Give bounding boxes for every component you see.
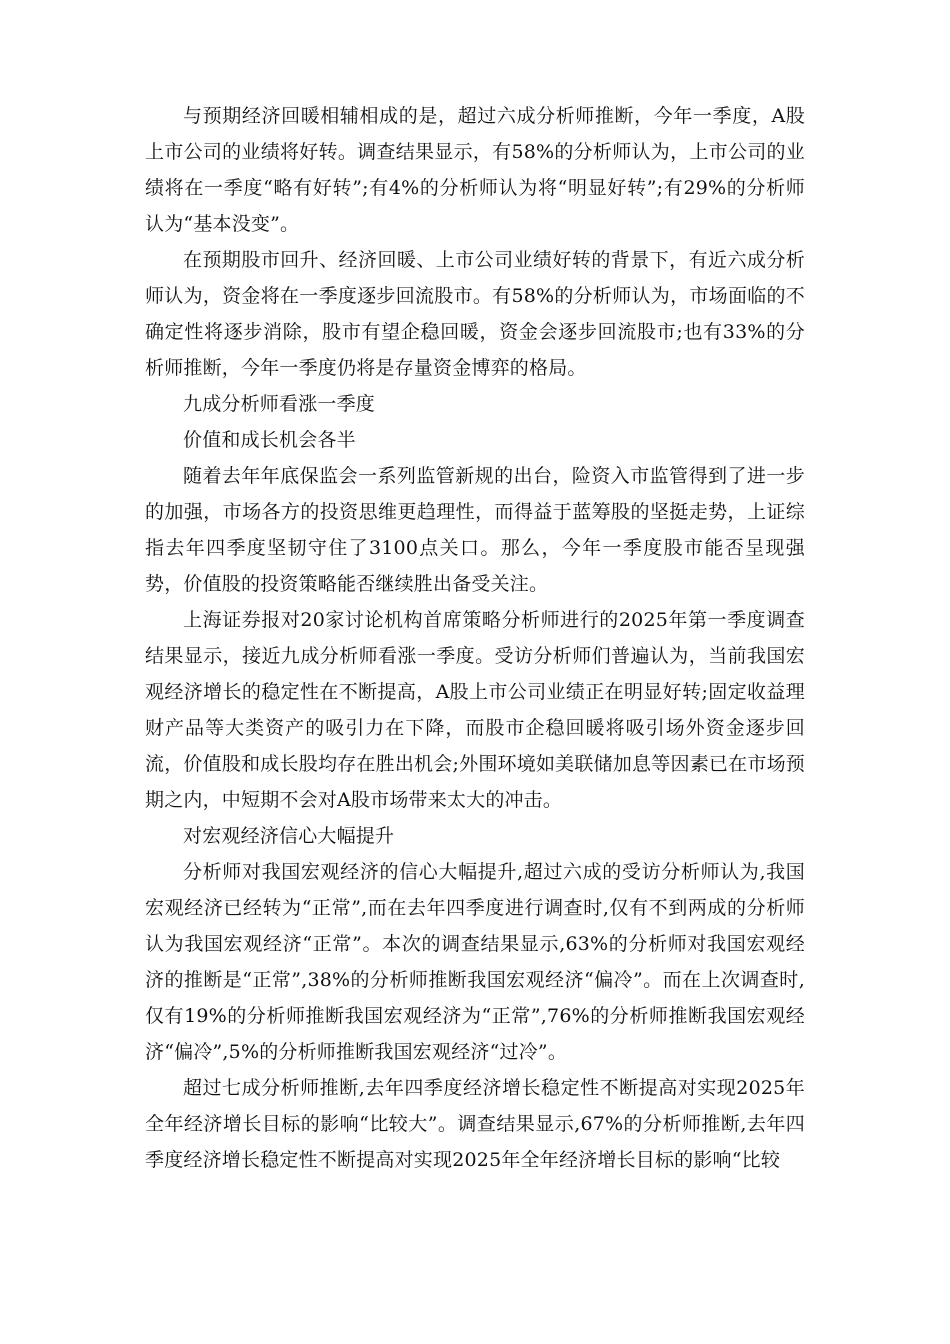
document-page [145,98,805,1178]
section-subheading-value-growth: 价值和成长机会各半 [183,429,356,451]
paragraph-survey-results: 上海证券报对20家讨论机构首席策略分析师进行的2025年第一季度调查结果显示，接近九成分析师看涨一季度。受访分析师们普遍认为，当前我国宏观经济增长的稳定性在不断提高，A股上市公司业绩正在明显好转;固定收益理财产品等大类资产的吸引力在下降，而股市企稳回暖将吸引场外资金逐步回流，价值股和成长股均存在胜出机会;外围环境如美联储加息等因素已在市场预期之内，中短期不会对A股市场带来太大的冲击。 [145,609,805,811]
paragraph-earnings-outlook: 与预期经济回暖相辅相成的是，超过六成分析师推断，今年一季度，A股上市公司的业绩将好转。调查结果显示，有58%的分析师认为，上市公司的业绩将在一季度“略有好转”;有4%的分析师认为将“明显好转”;有29%的分析师认为“基本没变”。 [145,105,805,235]
paragraph-regulation: 随着去年年底保监会一系列监管新规的出台，险资入市监管得到了进一步的加强，市场各方的投资思维更趋理性，而得益于蓝筹股的坚挺走势，上证综指去年四季度坚韧守住了3100点关口。那么，今年一季度股市能否呈现强势，价值股的投资策略能否继续胜出备受关注。 [145,465,805,595]
paragraph-capital-return: 在预期股市回升、经济回暖、上市公司业绩好转的背景下，有近六成分析师认为，资金将在一季度逐步回流股市。有58%的分析师认为，市场面临的不确定性将逐步消除，股市有望企稳回暖，资金会逐步回流股市;也有33%的分析师推断，今年一季度仍将是存量资金博弈的格局。 [145,249,805,379]
paragraph-growth-stability: 超过七成分析师推断,去年四季度经济增长稳定性不断提高对实现2025年全年经济增长目标的影响“比较大”。调查结果显示,67%的分析师推断,去年四季度经济增长稳定性不断提高对实现2025年全年经济增长目标的影响“比较 [145,1077,805,1171]
section-heading-bullish: 九成分析师看涨一季度 [183,393,376,415]
paragraph-macro-confidence: 分析师对我国宏观经济的信心大幅提升,超过六成的受访分析师认为,我国宏观经济已经转为“正常”,而在去年四季度进行调查时,仅有不到两成的分析师认为我国宏观经济“正常”。本次的调查结果显示,63%的分析师对我国宏观经济的推断是“正常”,38%的分析师推断我国宏观经济“偏冷”。而在上次调查时,仅有19%的分析师推断我国宏观经济为“正常”,76%的分析师推断我国宏观经济“偏冷”,5%的分析师推断我国宏观经济“过冷”。 [145,861,805,1063]
section-heading-macro-confidence: 对宏观经济信心大幅提升 [183,825,395,847]
